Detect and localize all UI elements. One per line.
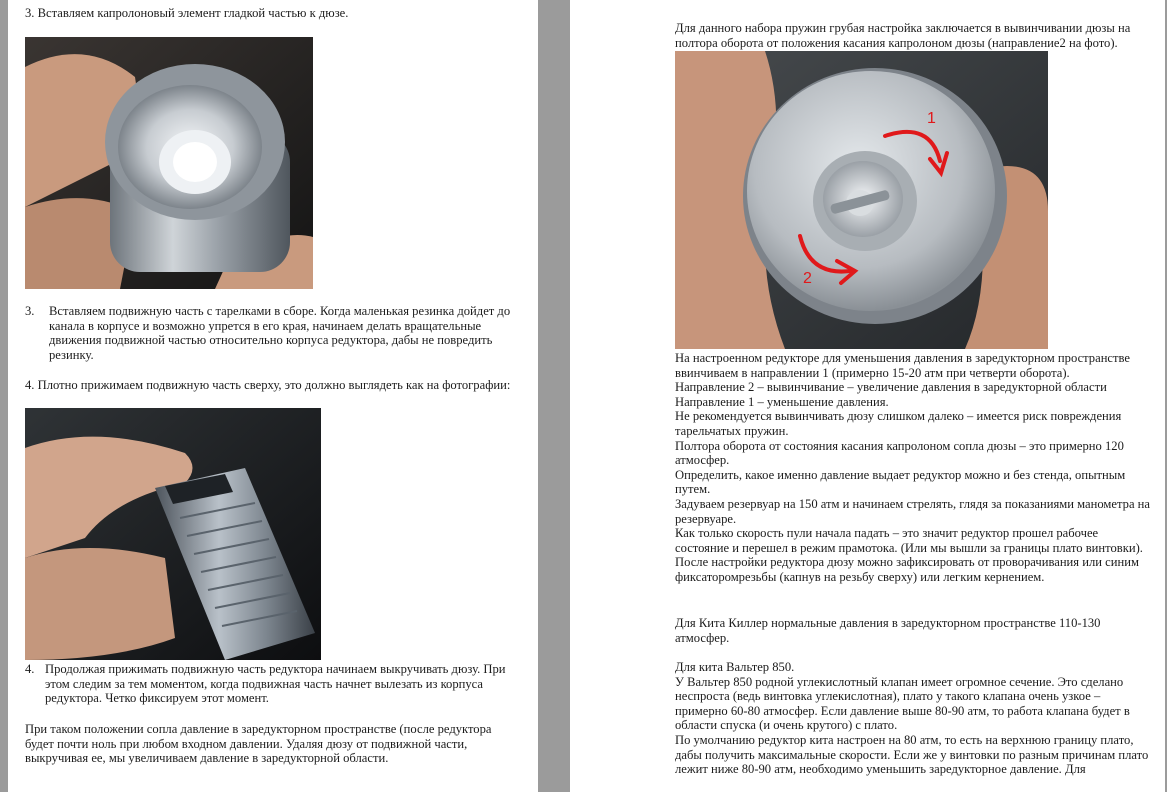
photo-pressing-part (25, 408, 321, 660)
photo-nozzle-directions (675, 51, 1048, 349)
paragraph: Направление 1 – уменьшение давления. (675, 394, 889, 409)
paragraph: Как только скорость пули начала падать – это значит редуктор прошел рабочее состояние и перешел в режим прамотока. (Или мы вышли за границы плато винтовки). (675, 526, 1143, 555)
adjustment-instructions (675, 351, 1153, 585)
final-paragraph: При таком положении сопла давление в заредукторном пространстве (после редуктора будет почти ноль при любом входном давлении. Удаляя дюзу от подвижной части, выкручивая ее, мы увеличиваем давление в заредукторной области. (25, 722, 492, 766)
paragraph: На настроенном редукторе для уменьшения давления в заредукторном пространстве ввинчиваем в направлении 1 (примерно 15-20 атм при четверти оборота). (675, 351, 1130, 380)
document-page-right (570, 0, 1165, 792)
paragraph: Направление 2 – вывинчивание – увеличение давления в заредукторной области (675, 380, 1107, 395)
paragraph: Не рекомендуется вывинчивать дюзу слишком далеко – имеется риск повреждения тарельчатых пружин. (675, 409, 1122, 438)
walther-kit-section (675, 660, 1153, 777)
paragraph: Полтора оборота от состояния касания капролоном сопла дюзы – это примерно 120 атмосфер. (675, 438, 1124, 468)
walther-heading: Для кита Вальтер 850. (675, 660, 795, 674)
photo-caprolon-element (25, 37, 313, 289)
paragraph: Задуваем резервуар на 150 атм и начинаем стрелять, глядя за показаниями манометра на резервуаре. (675, 496, 1151, 526)
killer-kit-paragraph: Для Кита Киллер нормальные давления в заредукторном пространстве 110-130 атмосфер. (675, 616, 1101, 645)
document-page-left (8, 0, 538, 792)
step-3-title: 3. Вставляем капролоновый элемент гладкой частью к дюзе. (25, 6, 349, 20)
intro-paragraph: Для данного набора пружин грубая настройка заключается в вывинчивании дюзы на полтора оборота от положения касания капролоном дюзы (направление2 на фото). (675, 21, 1131, 50)
step-text: Вставляем подвижную часть с тарелками в сборе. Когда маленькая резинка дойдет до канала в корпусе и возможно упрется в его края, начинаем делать вращательные движения подвижной частью относительно корпуса редуктора, дабы не повредить резинку. (49, 304, 511, 362)
paragraph: Определить, какое именно давление выдает редуктор можно и без стенда, опытным путем. (675, 467, 1126, 497)
step-3b-paragraph (25, 304, 515, 362)
paragraph: После настройки редуктора дюзу можно зафиксировать от проворачивания или синим фиксаторомрезьбы (капнув на резьбу сверху) или легким кернением. (675, 555, 1139, 584)
step-text: Продолжая прижимать подвижную часть редуктора начинаем выкручивать дюзу. При этом следим за тем моментом, когда подвижная часть начнет вылезать из корпуса редуктора. Четко фиксируем этот момент. (45, 662, 506, 706)
paragraph: По умолчанию редуктор кита настроен на 80 атм, то есть на верхнюю границу плато, дабы получить максимальные скорости. Если же у винтовки по разным причинам плато лежит ниже 80-90 атм, необходимо уменьшить заредукторное давление. Для (675, 732, 1149, 777)
step-number: 3. (25, 304, 35, 318)
direction-label-2: 2 (803, 270, 812, 287)
step-4b-paragraph (25, 662, 515, 706)
paragraph: У Вальтер 850 родной углекислотный клапан имеет огромное сечение. Это сделано неспроста (ведь винтовка углекислотная), плато у такого клапана очень узкое – примерно 60-80 атмосфер. Если давление выше 80-90 атм, то работа клапана будет в области спуска (и очень крутого) с плато. (675, 674, 1130, 733)
step-4-paragraph: 4. Плотно прижимаем подвижную часть сверху, это должно выглядеть как на фотографии: (25, 378, 511, 392)
step-number: 4. (25, 662, 35, 676)
direction-label-1: 1 (927, 110, 936, 127)
